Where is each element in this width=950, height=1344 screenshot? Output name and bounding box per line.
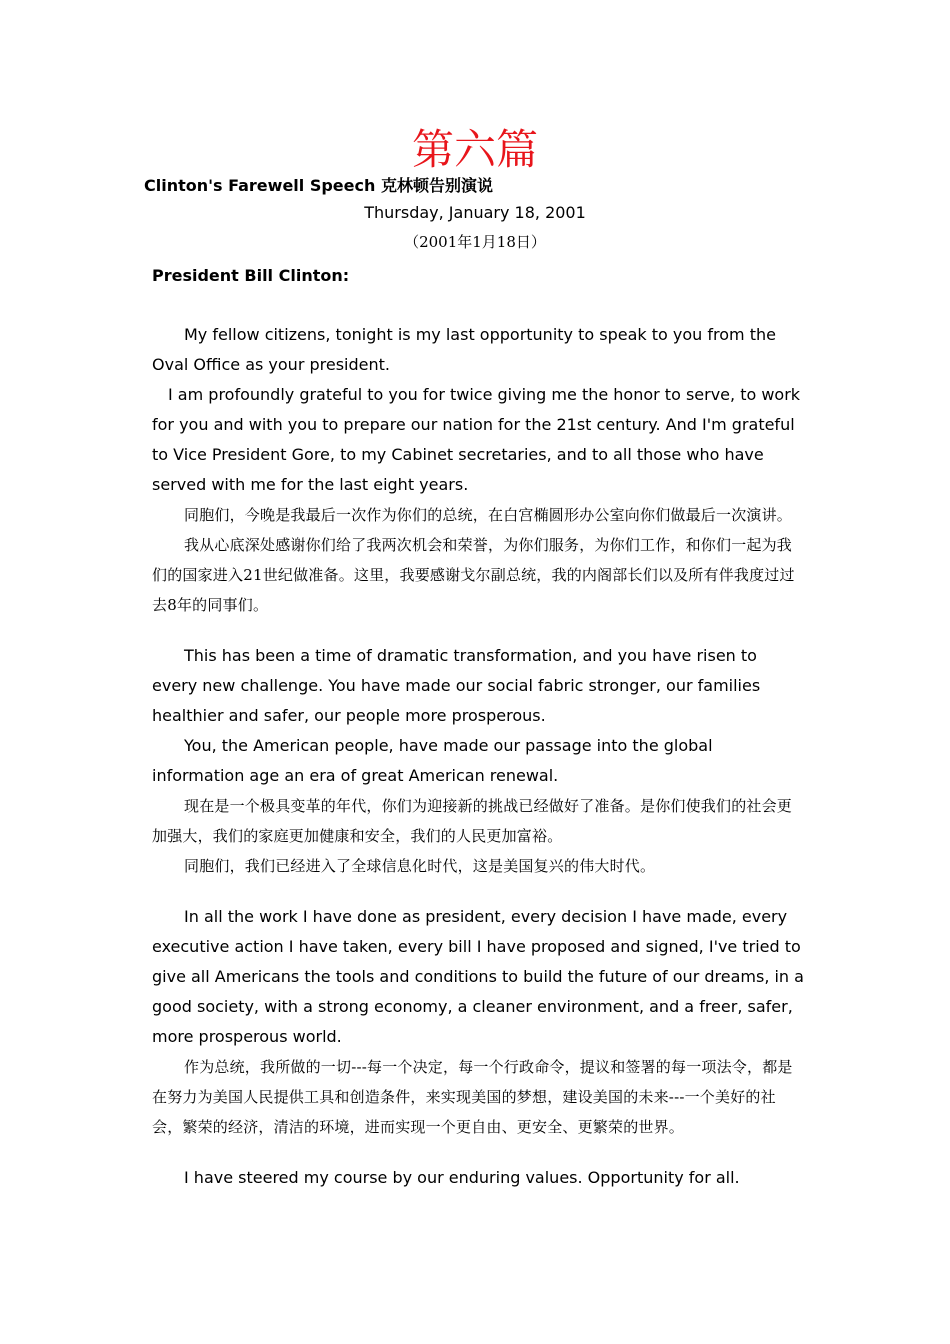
paragraph-chinese: 作为总统，我所做的一切---每一个决定，每一个行政命令，提议和签署的每一项法令，都是在努力为美国人民提供工具和创造条件，来实现美国的梦想，建设美国的未来---一个美好的社会，繁荣的经济，清洁的环境，进而实现一个更自由、更安全、更繁荣的世界。 xyxy=(152,1058,793,1136)
paragraph-chinese: 我从心底深处感谢你们给了我两次机会和荣誉，为你们服务，为你们工作，和你们一起为我们的国家进入21世纪做准备。这里，我要感谢戈尔副总统，我的内阁部长们以及所有伴我度过过去8年的同事们。 xyxy=(152,536,795,614)
paragraph: You, the American people, have made our passage into the global information age an era of great American renewal. xyxy=(152,736,713,785)
speech-body xyxy=(152,320,804,1193)
speech-date-chinese: （2001年1月18日） xyxy=(404,233,546,251)
chapter-title: 第六篇 xyxy=(411,125,538,174)
paragraph-gap xyxy=(152,1142,804,1163)
paragraph-gap xyxy=(152,881,804,902)
paragraph-chinese: 同胞们，我们已经进入了全球信息化时代，这是美国复兴的伟大时代。 xyxy=(184,857,656,875)
speech-title: Clinton's Farewell Speech 克林顿告别演说 xyxy=(144,176,493,195)
paragraph: I am profoundly grateful to you for twice giving me the honor to serve, to work for you and with you to prepare our nation for the 21st century. And I'm grateful to Vice President Gore, to my Cabinet secretaries, and to all those who have served with me for the last eight years. xyxy=(152,385,801,494)
paragraph-chinese: 同胞们，今晚是我最后一次作为你们的总统，在白宫椭圆形办公室向你们做最后一次演讲。 xyxy=(184,506,793,524)
speech-date: Thursday, January 18, 2001 xyxy=(364,203,586,222)
paragraph-chinese: 现在是一个极具变革的年代，你们为迎接新的挑战已经做好了准备。是你们使我们的社会更加强大，我们的家庭更加健康和安全，我们的人民更加富裕。 xyxy=(152,797,793,845)
paragraph: In all the work I have done as president, every decision I have made, every executive action I have taken, every bill I have proposed and signed, I've tried to give all Americans the tools and conditions to build the future of our dreams, in a good society, with a strong economy, a cleaner environment, and a freer, safer, more prosperous world. xyxy=(152,907,804,1046)
paragraph: This has been a time of dramatic transformation, and you have risen to every new challenge. You have made our social fabric stronger, our families healthier and safer, our people more prosperous. xyxy=(152,646,761,725)
paragraph-gap xyxy=(152,620,804,641)
paragraph: My fellow citizens, tonight is my last opportunity to speak to you from the Oval Office as your president. xyxy=(152,325,776,374)
speaker-label: President Bill Clinton: xyxy=(152,266,350,285)
paragraph: I have steered my course by our enduring values. Opportunity for all. xyxy=(184,1168,740,1187)
